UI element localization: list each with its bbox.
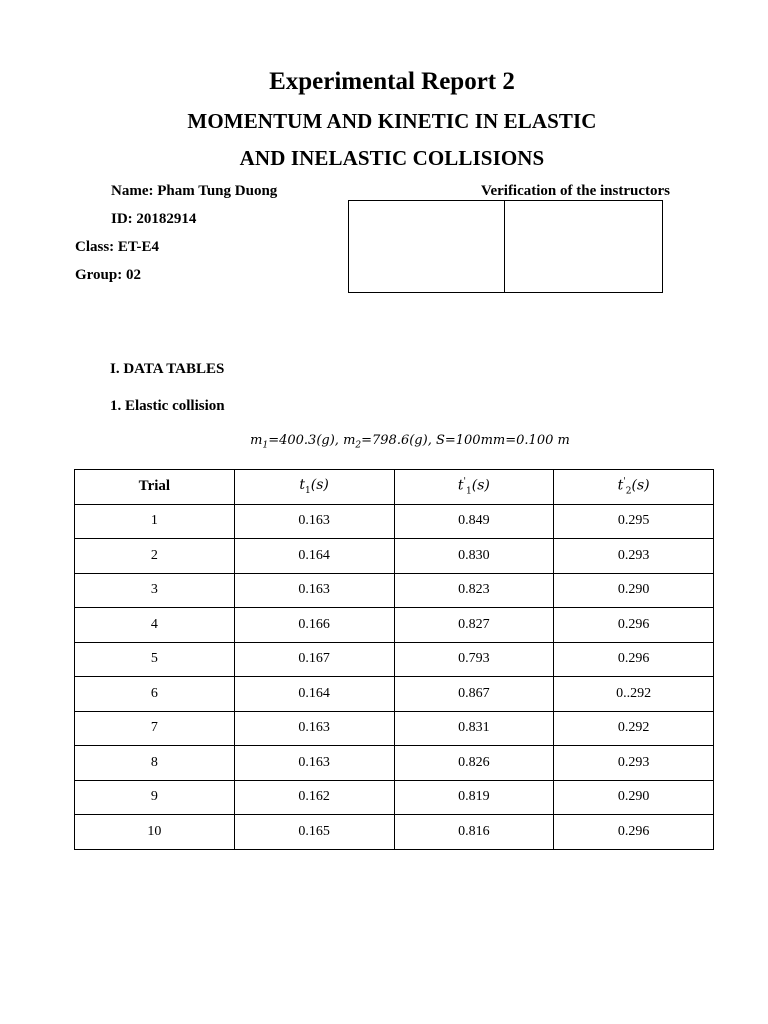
table-row (75, 608, 714, 643)
cell-t1: 0.163 (234, 746, 394, 781)
cell-t1-prime: 0.867 (394, 677, 554, 712)
cell-t2-prime: 0..292 (554, 677, 714, 712)
student-class: Class: ET-E4 (75, 239, 160, 255)
table-row (75, 539, 714, 574)
cell-trial: 7 (75, 711, 235, 746)
cell-t2-prime: 0.290 (554, 573, 714, 608)
header-t2-prime: $t'_2(s)$ (554, 470, 714, 505)
cell-trial: 8 (75, 746, 235, 781)
table-row (75, 642, 714, 677)
table-row (75, 746, 714, 781)
cell-t2-prime: 0.293 (554, 539, 714, 574)
cell-t1: 0.165 (234, 815, 394, 850)
section-elastic-collision: 1. Elastic collision (110, 398, 225, 414)
header-t1-prime: $t'_1(s)$ (394, 470, 554, 505)
cell-t1: 0.163 (234, 573, 394, 608)
cell-t1-prime: 0.826 (394, 746, 554, 781)
table-row (75, 780, 714, 815)
header-t1: $t_1(s)$ (234, 470, 394, 505)
cell-t2-prime: 0.296 (554, 608, 714, 643)
table-row (75, 573, 714, 608)
cell-t1-prime: 0.793 (394, 642, 554, 677)
cell-trial: 5 (75, 642, 235, 677)
cell-t2-prime: 0.296 (554, 815, 714, 850)
table-header-row (75, 470, 714, 505)
table-row (75, 711, 714, 746)
student-name: Name: Pham Tung Duong (111, 183, 278, 199)
cell-t2-prime: 0.296 (554, 642, 714, 677)
cell-trial: 6 (75, 677, 235, 712)
verification-box-divider (504, 201, 505, 292)
report-subtitle-line-1: MOMENTUM AND KINETIC IN ELASTIC (187, 109, 597, 133)
cell-trial: 1 (75, 504, 235, 539)
cell-t1: 0.166 (234, 608, 394, 643)
cell-t1-prime: 0.830 (394, 539, 554, 574)
cell-trial: 9 (75, 780, 235, 815)
cell-t1-prime: 0.849 (394, 504, 554, 539)
cell-t1-prime: 0.831 (394, 711, 554, 746)
cell-trial: 10 (75, 815, 235, 850)
cell-trial: 2 (75, 539, 235, 574)
cell-t1: 0.164 (234, 539, 394, 574)
cell-t1: 0.163 (234, 504, 394, 539)
cell-t1: 0.163 (234, 711, 394, 746)
cell-trial: 3 (75, 573, 235, 608)
cell-t1: 0.162 (234, 780, 394, 815)
student-id: ID: 20182914 (111, 211, 197, 227)
elastic-collision-table (74, 469, 714, 850)
report-title: Experimental Report 2 (269, 68, 515, 95)
cell-trial: 4 (75, 608, 235, 643)
mass-distance-formula: $m_1=400.3(g)$, $m_2=798.6(g)$, S=100mm=0.100 m (250, 433, 570, 451)
section-data-tables: I. DATA TABLES (110, 361, 225, 377)
table-row (75, 815, 714, 850)
verification-label: Verification of the instructors (481, 183, 670, 199)
cell-t1-prime: 0.819 (394, 780, 554, 815)
cell-t1-prime: 0.823 (394, 573, 554, 608)
student-group: Group: 02 (75, 267, 141, 283)
cell-t1-prime: 0.827 (394, 608, 554, 643)
cell-t2-prime: 0.293 (554, 746, 714, 781)
cell-t1-prime: 0.816 (394, 815, 554, 850)
table-row (75, 504, 714, 539)
report-subtitle-line-2: AND INELASTIC COLLISIONS (239, 146, 545, 170)
verification-box (348, 200, 663, 293)
table-row (75, 677, 714, 712)
header-trial: Trial (75, 470, 235, 505)
cell-t1: 0.164 (234, 677, 394, 712)
cell-t2-prime: 0.295 (554, 504, 714, 539)
cell-t2-prime: 0.292 (554, 711, 714, 746)
cell-t1: 0.167 (234, 642, 394, 677)
cell-t2-prime: 0.290 (554, 780, 714, 815)
